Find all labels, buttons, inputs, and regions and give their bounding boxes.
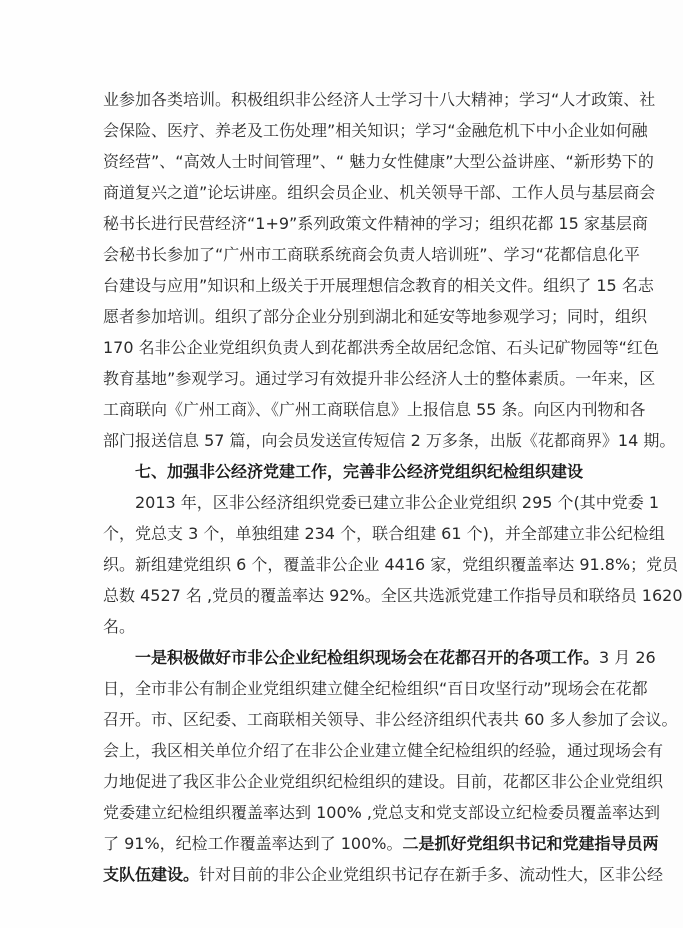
text-segment: 秘书长进行民营经济“1+9”系列政策文件精神的学习；组织花都 15 家基层商	[103, 214, 648, 233]
paragraph-line	[103, 859, 664, 890]
bold-text: 二是抓好党组织书记和党建指导员两	[402, 834, 659, 853]
text-segment: 2013 年，区非公经济组织党委已建立非公企业党组织 295 个(其中党委 1	[135, 493, 660, 512]
text-segment: 教育基地”参观学习。通过学习有效提升非公经济人士的整体素质。一年来，区	[103, 369, 656, 388]
paragraph-line	[103, 518, 665, 549]
paragraph-line	[103, 611, 564, 642]
paragraph-line	[103, 580, 683, 611]
text-segment: 台建设与应用”知识和上级关于开展理想信念教育的相关文件。组织了 15 名志	[103, 276, 654, 295]
bold-text: 七、加强非公经济党建工作，完善非公经济党组织纪检组织建设	[135, 462, 584, 481]
paragraph-line	[103, 270, 654, 301]
bold-text: 一是积极做好市非公企业纪检组织现场会在花都召开的各项工作。	[135, 648, 600, 667]
text-segment: 会秘书长参加了“广州市工商联系统商会负责人培训班”、学习“花都信息化平	[103, 245, 640, 264]
paragraph-line	[103, 735, 664, 766]
paragraph-line	[103, 673, 648, 704]
text-segment: 工商联向《广州工商》、《广州工商联信息》上报信息 55 条。向区内刊物和各	[103, 400, 646, 419]
paragraph-line	[103, 487, 660, 518]
text-segment: 愿者参加培训。组织了部分企业分别到湖北和延安等地参观学习；同时，组织	[103, 307, 648, 326]
paragraph-line	[103, 549, 679, 580]
text-segment: 业参加各类培训。积极组织非公经济人士学习十八大精神；学习“人才政策、社	[103, 90, 656, 109]
text-segment: 会上，我区相关单位介绍了在非公企业建立健全纪检组织的经验，通过现场会有	[103, 741, 664, 760]
paragraph-line	[103, 394, 646, 425]
paragraph-line	[103, 146, 654, 177]
text-segment: 日，全市非公有制企业党组织建立健全纪检组织“百日攻坚行动”现场会在花都	[103, 679, 648, 698]
paragraph-line	[103, 239, 640, 270]
paragraph-line	[103, 208, 648, 239]
text-segment: 个，党总支 3 个，单独组建 234 个，联合组建 61 个)，并全部建立非公纪检组	[103, 524, 665, 543]
text-segment: 资经营”、“高效人士时间管理”、“ 魅力女性健康”大型公益讲座、“新形势下的	[103, 152, 654, 171]
paragraph-line	[103, 84, 656, 115]
paragraph-line	[103, 704, 678, 735]
text-segment: 织。新组建党组织 6 个，覆盖非公企业 4416 家，党组织覆盖率达 91.8%；党员	[103, 555, 679, 574]
text-segment: 170 名非公企业党组织负责人到花都洪秀全故居纪念馆、石头记矿物园等“红色	[103, 338, 659, 357]
paragraph-line	[103, 766, 664, 797]
text-segment: 针对目前的非公企业党组织书记存在新手多、流动性大，区非公经	[199, 865, 664, 884]
text-segment: 召开。市、区纪委、工商联相关领导、非公经济组织代表共 60 多人参加了会议。	[103, 710, 678, 729]
text-segment: 会保险、医疗、养老及工伤处理”相关知识；学习“金融危机下中小企业如何融	[103, 121, 648, 140]
bold-text: 支队伍建设。	[103, 865, 200, 884]
paragraph-line	[103, 425, 676, 456]
paragraph-line	[103, 301, 648, 332]
text-segment: 部门报送信息 57 篇，向会员发送宣传短信 2 万多条，出版《花都商界》14 期。	[103, 431, 676, 450]
paragraph-line	[103, 332, 659, 363]
section-heading	[103, 456, 584, 487]
paragraph-line	[103, 642, 656, 673]
paragraph-line	[103, 797, 661, 828]
text-segment: 总数 4527 名 ,党员的覆盖率达 92%。全区共选派党建工作指导员和联络员 1620	[103, 586, 683, 605]
paragraph-line	[103, 177, 656, 208]
text-segment: 名。	[103, 617, 136, 636]
text-segment: 力地促进了我区非公企业党组织纪检组织的建设。目前，花都区非公企业党组织	[103, 772, 664, 791]
text-segment: 3 月 26	[599, 648, 656, 667]
paragraph-line	[103, 828, 659, 859]
paragraph-line	[103, 115, 648, 146]
text-segment: 了 91%，纪检工作覆盖率达到了 100%。	[103, 834, 403, 853]
document-body	[103, 84, 683, 890]
paragraph-line	[103, 363, 656, 394]
text-segment: 商道复兴之道”论坛讲座。组织会员企业、机关领导干部、工作人员与基层商会	[103, 183, 656, 202]
text-segment: 党委建立纪检组织覆盖率达到 100% ,党总支和党支部设立纪检委员覆盖率达到	[103, 803, 661, 822]
